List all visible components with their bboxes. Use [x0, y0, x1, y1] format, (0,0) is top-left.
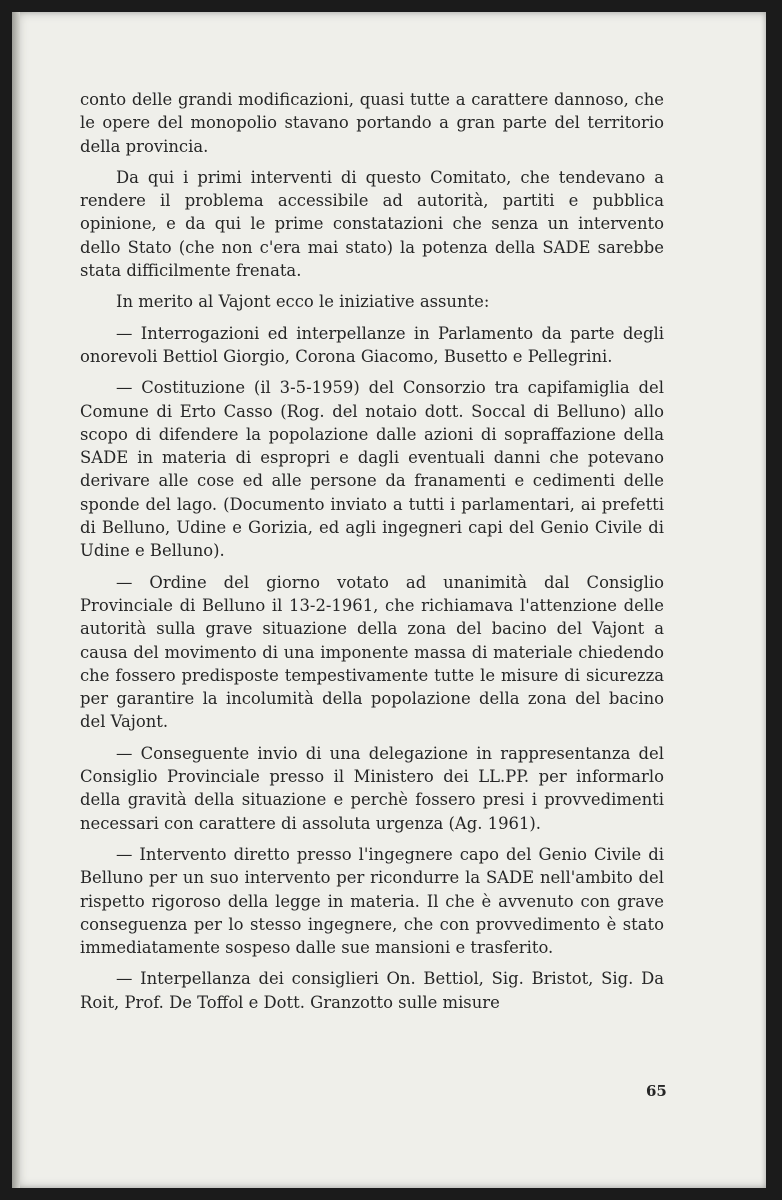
paragraph-continuation: conto delle grandi modificazioni, quasi tutte a carattere dannoso, che le opere del monopolio stavano portando a gran parte del territorio della provincia. [80, 90, 664, 156]
body-text [80, 88, 664, 1022]
list-item-paragraph: — Costituzione (il 3-5-1959) del Consorzio tra capifamiglia del Comune di Erto Casso (Rog. del notaio dott. Soccal di Belluno) allo scopo di difendere la popolazione dalle azioni di sopraffazione della SADE in materia di espropri e dagli eventuali danni che potevano derivare alle cose ed alle persone da franamenti e cedimenti delle sponde del lago. (Documento inviato a tutti i parlamentari, ai prefetti di Belluno, Udine e Gorizia, ed agli ingegneri capi del Genio Civile di Udine e Belluno). [80, 378, 664, 561]
paragraph: In merito al Vajont ecco le iniziative assunte: [116, 292, 490, 312]
list-item-paragraph: — Conseguente invio di una delegazione in rappresentanza del Consiglio Provinciale presso il Ministero dei LL.PP. per informarlo della gravità della situazione e perchè fossero presi i provvedimenti necessari con carattere di assoluta urgenza (Ag. 1961). [80, 743, 664, 833]
page-gutter-shadow [12, 12, 20, 1188]
list-item-paragraph: — Interpellanza dei consiglieri On. Bettiol, Sig. Bristot, Sig. Da Roit, Prof. De Toffol e Dott. Granzotto sulle misure [80, 969, 664, 1012]
list-item-paragraph: — Ordine del giorno votato ad unanimità dal Consiglio Provinciale di Belluno il 13-2-1961, che richiamava l'attenzione delle autorità sulla grave situazione della zona del bacino del Vajont a causa del movimento di una imponente massa di materiale chiedendo che fossero predisposte tempestivamente tutte le misure di sicurezza per garantire la incolumità della popolazione della zona del bacino del Vajont. [80, 572, 664, 732]
list-item-paragraph: — Intervento diretto presso l'ingegnere capo del Genio Civile di Belluno per un suo intervento per ricondurre la SADE nell'ambito del rispetto rigoroso della legge in materia. Il che è avvenuto con grave conseguenza per lo stesso ingegnere, che con provvedimento è stato immediatamente sospeso dalle sue mansioni e trasferito. [80, 844, 664, 958]
book-page [12, 12, 766, 1188]
list-item-paragraph: — Interrogazioni ed interpellanze in Parlamento da parte degli onorevoli Bettiol Giorgio, Corona Giacomo, Busetto e Pellegrini. [80, 323, 664, 366]
paragraph: Da qui i primi interventi di questo Comitato, che tendevano a rendere il problema accessibile ad autorità, partiti e pubblica opinione, e da qui le prime constatazioni che senza un intervento dello Stato (che non c'era mai stato) la potenza della SADE sarebbe stata difficilmente frenata. [80, 167, 664, 281]
page-number: 65 [646, 1082, 667, 1100]
